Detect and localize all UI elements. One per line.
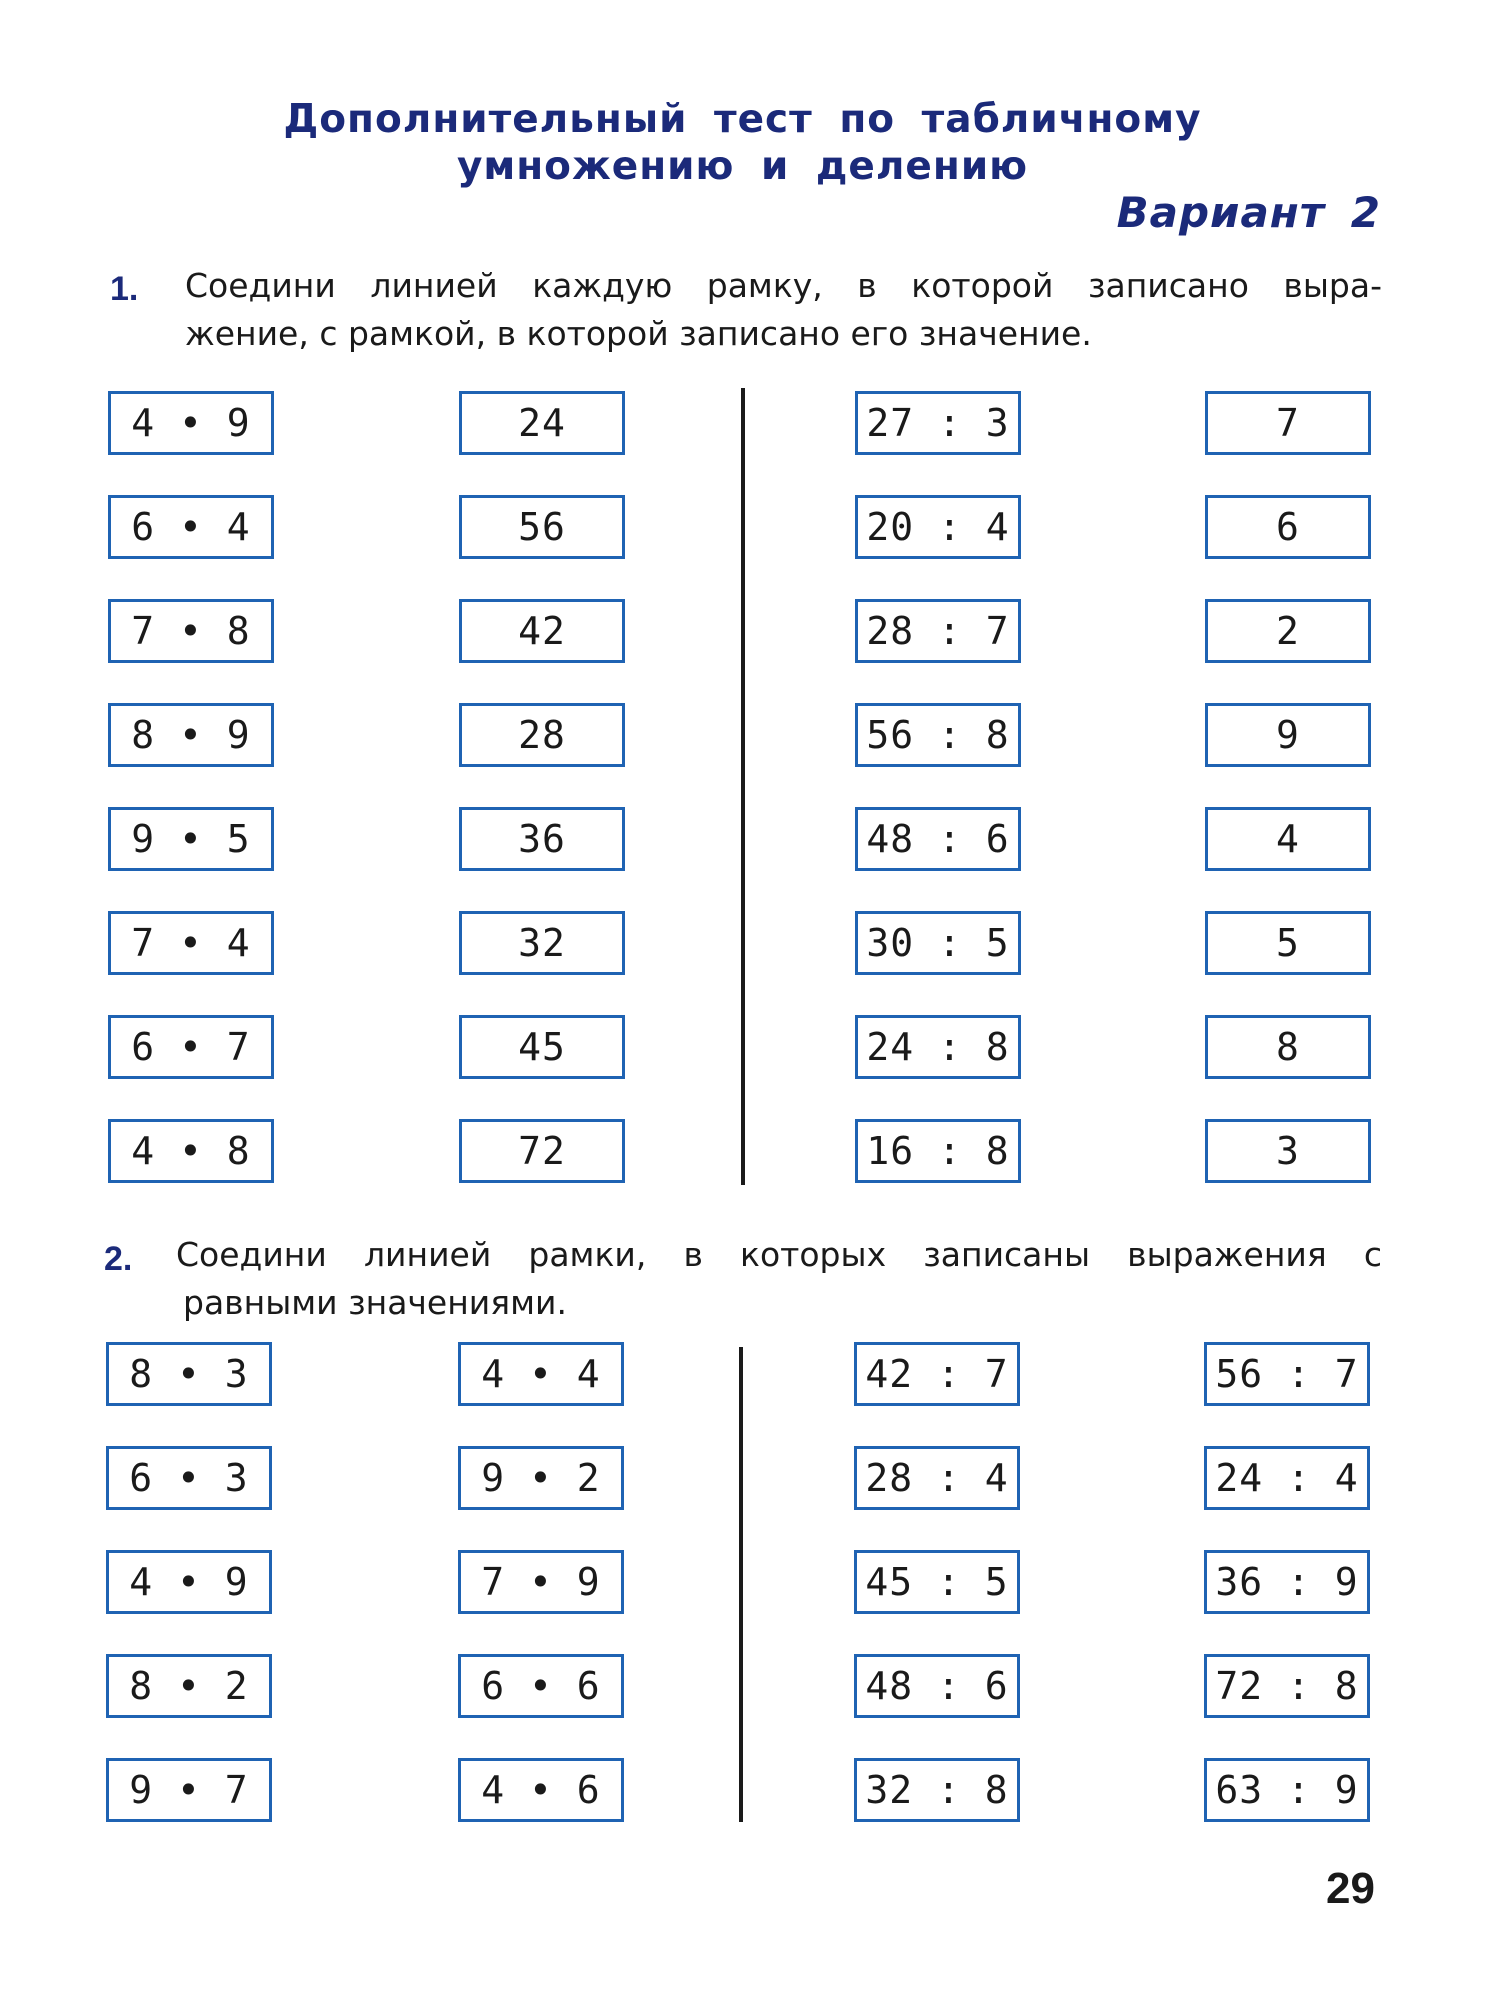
task2-col2-box-3[interactable]: 7 • 9: [458, 1550, 624, 1614]
task2-col3-box-3[interactable]: 45 : 5: [854, 1550, 1020, 1614]
task-2-divider: [739, 1347, 743, 1822]
task2-col1-box-4[interactable]: 8 • 2: [106, 1654, 272, 1718]
task1-col4-box-2[interactable]: 6: [1205, 495, 1371, 559]
task2-col2-box-1[interactable]: 4 • 4: [458, 1342, 624, 1406]
task2-col1-box-3[interactable]: 4 • 9: [106, 1550, 272, 1614]
task-2-text-line-1: Соедини линией рамки, в которых записаны выражения с: [176, 1235, 1382, 1274]
task1-col4-box-8[interactable]: 3: [1205, 1119, 1371, 1183]
task1-col3-box-2[interactable]: 20 : 4: [855, 495, 1021, 559]
task-2-instruction: [176, 1231, 1382, 1327]
task2-col1-box-5[interactable]: 9 • 7: [106, 1758, 272, 1822]
task-2-number: 2.: [104, 1240, 133, 1278]
task1-col1-box-1[interactable]: 4 • 9: [108, 391, 274, 455]
task-1-number: 1.: [110, 270, 139, 308]
task2-col4-box-1[interactable]: 56 : 7: [1204, 1342, 1370, 1406]
task1-col4-box-6[interactable]: 5: [1205, 911, 1371, 975]
task1-col3-box-3[interactable]: 28 : 7: [855, 599, 1021, 663]
task1-col3-box-8[interactable]: 16 : 8: [855, 1119, 1021, 1183]
task1-col4-box-1[interactable]: 7: [1205, 391, 1371, 455]
task2-col4-box-4[interactable]: 72 : 8: [1204, 1654, 1370, 1718]
title-line-2: умножению и делению: [456, 144, 1029, 189]
task2-col2-box-2[interactable]: 9 • 2: [458, 1446, 624, 1510]
task2-col1-box-2[interactable]: 6 • 3: [106, 1446, 272, 1510]
task1-col4-box-7[interactable]: 8: [1205, 1015, 1371, 1079]
page-number: 29: [1326, 1864, 1375, 1913]
task1-col1-box-5[interactable]: 9 • 5: [108, 807, 274, 871]
task-1-text-line-1: Соедини линией каждую рамку, в которой записано выра-: [185, 266, 1382, 305]
task1-col2-box-4[interactable]: 28: [459, 703, 625, 767]
task1-col2-box-6[interactable]: 32: [459, 911, 625, 975]
task1-col1-box-6[interactable]: 7 • 4: [108, 911, 274, 975]
task1-col2-box-7[interactable]: 45: [459, 1015, 625, 1079]
task1-col2-box-8[interactable]: 72: [459, 1119, 625, 1183]
task1-col3-box-1[interactable]: 27 : 3: [855, 391, 1021, 455]
task1-col3-box-5[interactable]: 48 : 6: [855, 807, 1021, 871]
task1-col2-box-1[interactable]: 24: [459, 391, 625, 455]
task1-col1-box-8[interactable]: 4 • 8: [108, 1119, 274, 1183]
variant-label: Вариант 2: [1116, 188, 1381, 237]
task2-col4-box-5[interactable]: 63 : 9: [1204, 1758, 1370, 1822]
task2-col4-box-2[interactable]: 24 : 4: [1204, 1446, 1370, 1510]
task2-col4-box-3[interactable]: 36 : 9: [1204, 1550, 1370, 1614]
task1-col2-box-3[interactable]: 42: [459, 599, 625, 663]
task1-col1-box-3[interactable]: 7 • 8: [108, 599, 274, 663]
task-1-text-line-2: жение, с рамкой, в которой записано его значение.: [185, 314, 1092, 353]
task1-col4-box-5[interactable]: 4: [1205, 807, 1371, 871]
title-line-1: Дополнительный тест по табличному: [283, 97, 1202, 142]
task2-col3-box-4[interactable]: 48 : 6: [854, 1654, 1020, 1718]
page-title: [0, 96, 1485, 190]
task-2-text-line-2: равными значениями.: [183, 1283, 567, 1322]
task1-col1-box-4[interactable]: 8 • 9: [108, 703, 274, 767]
task1-col4-box-3[interactable]: 2: [1205, 599, 1371, 663]
task1-col1-box-2[interactable]: 6 • 4: [108, 495, 274, 559]
task1-col1-box-7[interactable]: 6 • 7: [108, 1015, 274, 1079]
task1-col3-box-6[interactable]: 30 : 5: [855, 911, 1021, 975]
task1-col2-box-5[interactable]: 36: [459, 807, 625, 871]
task1-col3-box-7[interactable]: 24 : 8: [855, 1015, 1021, 1079]
task1-col2-box-2[interactable]: 56: [459, 495, 625, 559]
task1-col3-box-4[interactable]: 56 : 8: [855, 703, 1021, 767]
task-1-instruction: [185, 262, 1382, 358]
task2-col1-box-1[interactable]: 8 • 3: [106, 1342, 272, 1406]
task2-col3-box-1[interactable]: 42 : 7: [854, 1342, 1020, 1406]
task2-col3-box-5[interactable]: 32 : 8: [854, 1758, 1020, 1822]
task2-col2-box-4[interactable]: 6 • 6: [458, 1654, 624, 1718]
task1-col4-box-4[interactable]: 9: [1205, 703, 1371, 767]
task2-col2-box-5[interactable]: 4 • 6: [458, 1758, 624, 1822]
task2-col3-box-2[interactable]: 28 : 4: [854, 1446, 1020, 1510]
task-1-divider: [741, 388, 745, 1185]
